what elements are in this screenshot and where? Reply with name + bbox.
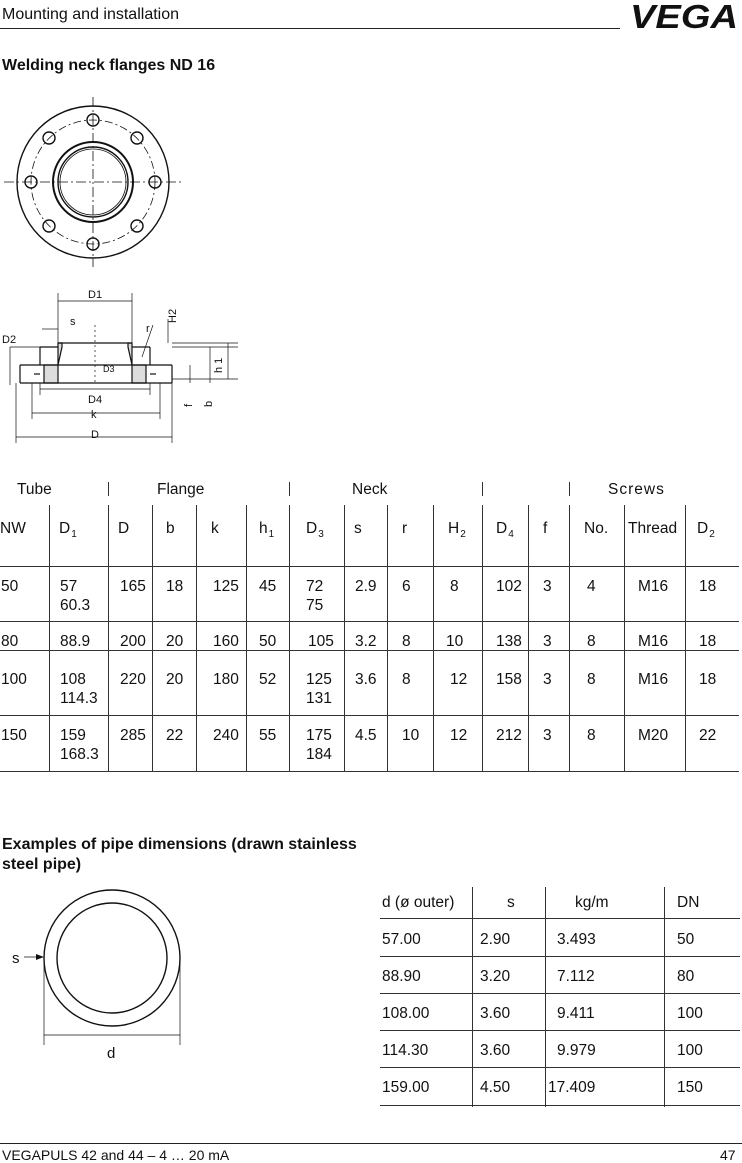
table-row-cell: 285 bbox=[120, 727, 146, 744]
table-row-cell: 17.409 bbox=[548, 1079, 596, 1096]
table-row-cell: 22 bbox=[699, 727, 717, 744]
table-row-cell: 114.3 bbox=[60, 690, 98, 707]
table-row-cell: 3.493 bbox=[557, 931, 596, 948]
table-row-cell: M16 bbox=[638, 633, 669, 650]
pipe-section-title-line2: steel pipe) bbox=[2, 856, 82, 873]
pipe-col-s: s bbox=[507, 894, 515, 911]
svg-text:f: f bbox=[183, 403, 195, 407]
svg-text:r: r bbox=[146, 323, 150, 335]
svg-text:H2: H2 bbox=[167, 308, 179, 323]
table-row-cell: 125 bbox=[306, 671, 332, 688]
group-tube: Tube bbox=[17, 481, 52, 498]
col-d4: $D_4$ bbox=[496, 520, 514, 540]
table-row-cell: 18 bbox=[166, 578, 184, 595]
table-row-cell: 200 bbox=[120, 633, 146, 650]
table-row-cell: 8 bbox=[402, 633, 411, 650]
table-row-cell: 131 bbox=[306, 690, 332, 707]
table-row-cell: 18 bbox=[699, 633, 717, 650]
table-row-cell: 150 bbox=[1, 727, 27, 744]
table-row-cell: 55 bbox=[259, 727, 277, 744]
table-row-cell: 20 bbox=[166, 671, 184, 688]
table-row-cell: 100 bbox=[677, 1005, 703, 1022]
section-title: Mounting and installation bbox=[2, 6, 180, 23]
table-row-cell: 114.30 bbox=[382, 1042, 429, 1059]
table-row-cell: 3.20 bbox=[480, 968, 511, 985]
col-d: D bbox=[118, 520, 130, 537]
table-row-cell: 3 bbox=[543, 671, 552, 688]
pipe-d-label: d bbox=[107, 1045, 116, 1062]
table-row-cell: 3 bbox=[543, 578, 552, 595]
table-row-cell: 150 bbox=[677, 1079, 703, 1096]
footer-doc-title: VEGAPULS 42 and 44 – 4 … 20 mA bbox=[2, 1147, 230, 1163]
col-d1: $D_1$ bbox=[59, 520, 77, 540]
table-row-cell: 60.3 bbox=[60, 597, 91, 614]
table-row-cell: 9.979 bbox=[557, 1042, 596, 1059]
table-row-cell: 105 bbox=[308, 633, 334, 650]
table-row-cell: 3.60 bbox=[480, 1005, 511, 1022]
table-row-cell: 4 bbox=[587, 578, 596, 595]
table-row-cell: 88.9 bbox=[60, 633, 91, 650]
table-row-cell: 6 bbox=[402, 578, 411, 595]
table-row-cell: 3.60 bbox=[480, 1042, 511, 1059]
table-row-cell: 12 bbox=[450, 671, 468, 688]
table-row-cell: 3.2 bbox=[355, 633, 377, 650]
table-row-cell: 18 bbox=[699, 578, 717, 595]
svg-text:VEGA: VEGA bbox=[630, 0, 738, 30]
table-row-cell: 75 bbox=[306, 597, 324, 614]
col-s: s bbox=[354, 520, 362, 537]
svg-text:s: s bbox=[70, 316, 76, 328]
table-row-cell: 50 bbox=[1, 578, 19, 595]
table-row-cell: 52 bbox=[259, 671, 277, 688]
col-no: No. bbox=[584, 520, 609, 537]
col-r: r bbox=[402, 520, 408, 537]
table-row-cell: 4.50 bbox=[480, 1079, 511, 1096]
table-row-cell: 8 bbox=[587, 727, 596, 744]
col-d2: $D_2$ bbox=[697, 520, 715, 540]
table-row-cell: 108.00 bbox=[382, 1005, 430, 1022]
table-row-cell: 240 bbox=[213, 727, 239, 744]
table-row-cell: 108 bbox=[60, 671, 86, 688]
table-row-cell: 3 bbox=[543, 727, 552, 744]
table-row-cell: M16 bbox=[638, 671, 669, 688]
table-row-cell: 50 bbox=[259, 633, 277, 650]
table-row-cell: 8 bbox=[402, 671, 411, 688]
pipe-col-kgm: kg/m bbox=[575, 894, 609, 911]
table-row-cell: 88.90 bbox=[382, 968, 421, 985]
flange-top-view-drawing bbox=[0, 95, 200, 275]
pipe-cross-section-drawing bbox=[0, 885, 200, 1065]
col-k: k bbox=[211, 520, 219, 537]
table-row-cell: 125 bbox=[213, 578, 239, 595]
col-d3: $D_3$ bbox=[306, 520, 324, 540]
table-row-cell: 57.00 bbox=[382, 931, 421, 948]
svg-text:D1: D1 bbox=[88, 289, 103, 301]
table-row-cell: 184 bbox=[306, 746, 332, 763]
col-f: f bbox=[543, 520, 548, 537]
pipe-section-title-line1: Examples of pipe dimensions (drawn stainless bbox=[2, 836, 357, 853]
footer-rule bbox=[0, 1143, 742, 1144]
table-row-cell: 80 bbox=[677, 968, 695, 985]
table-row-cell: M20 bbox=[638, 727, 669, 744]
table-row-cell: 50 bbox=[677, 931, 695, 948]
table-row-cell: 158 bbox=[496, 671, 522, 688]
svg-text:b: b bbox=[203, 400, 215, 407]
table-row-cell: 10 bbox=[446, 633, 464, 650]
svg-text:D: D bbox=[91, 429, 99, 441]
table-row-cell: 72 bbox=[306, 578, 324, 595]
table-row-cell: 80 bbox=[1, 633, 19, 650]
table-row-cell: 138 bbox=[496, 633, 522, 650]
table-row-cell: 8 bbox=[587, 671, 596, 688]
table-row-cell: 8 bbox=[450, 578, 459, 595]
pipe-col-d: d (ø outer) bbox=[382, 894, 455, 911]
table-row-cell: 22 bbox=[166, 727, 184, 744]
table-row-cell: 180 bbox=[213, 671, 239, 688]
svg-text:D3: D3 bbox=[103, 364, 115, 374]
col-b: b bbox=[166, 520, 175, 537]
table-row-cell: 10 bbox=[402, 727, 420, 744]
col-nw: NW bbox=[0, 520, 26, 537]
table-row-cell: 100 bbox=[677, 1042, 703, 1059]
table-row-cell: 7.112 bbox=[557, 968, 595, 985]
group-screws: Screws bbox=[608, 481, 665, 498]
table-row-cell: M16 bbox=[638, 578, 669, 595]
col-thread: Thread bbox=[628, 520, 678, 537]
table-row-cell: 165 bbox=[120, 578, 146, 595]
vega-logo bbox=[628, 0, 740, 30]
pipe-s-label: s bbox=[12, 950, 20, 967]
flange-section-drawing bbox=[0, 285, 260, 450]
table-row-cell: 3 bbox=[543, 633, 552, 650]
table-row-cell: 102 bbox=[496, 578, 522, 595]
table-row-cell: 8 bbox=[587, 633, 596, 650]
table-row-cell: 159 bbox=[60, 727, 86, 744]
pipe-col-dn: DN bbox=[677, 894, 700, 911]
table-row-cell: 4.5 bbox=[355, 727, 377, 744]
col-h1: $h_1$ bbox=[259, 520, 275, 540]
table-row-cell: 3.6 bbox=[355, 671, 377, 688]
header-rule bbox=[0, 28, 620, 29]
table-row-cell: 9.411 bbox=[557, 1005, 595, 1022]
table-row-cell: 220 bbox=[120, 671, 146, 688]
group-neck: Neck bbox=[352, 481, 388, 498]
page-number: 47 bbox=[720, 1147, 736, 1163]
table-row-cell: 57 bbox=[60, 578, 78, 595]
table-row-cell: 100 bbox=[1, 671, 27, 688]
svg-text:D2: D2 bbox=[2, 334, 17, 346]
table-row-cell: 12 bbox=[450, 727, 468, 744]
table-row-cell: 160 bbox=[213, 633, 239, 650]
svg-text:D4: D4 bbox=[88, 394, 103, 406]
group-flange: Flange bbox=[157, 481, 205, 498]
table-row-cell: 159.00 bbox=[382, 1079, 430, 1096]
table-row-cell: 212 bbox=[496, 727, 522, 744]
col-h2: $H_2$ bbox=[448, 520, 466, 540]
svg-text:k: k bbox=[91, 409, 97, 421]
table-row-cell: 2.90 bbox=[480, 931, 511, 948]
table-row-cell: 2.9 bbox=[355, 578, 377, 595]
svg-text:h 1: h 1 bbox=[213, 357, 225, 373]
table-row-cell: 20 bbox=[166, 633, 184, 650]
table-row-cell: 18 bbox=[699, 671, 717, 688]
table-row-cell: 168.3 bbox=[60, 746, 99, 763]
table-row-cell: 175 bbox=[306, 727, 332, 744]
flange-section-title: Welding neck flanges ND 16 bbox=[2, 57, 216, 74]
table-row-cell: 45 bbox=[259, 578, 277, 595]
